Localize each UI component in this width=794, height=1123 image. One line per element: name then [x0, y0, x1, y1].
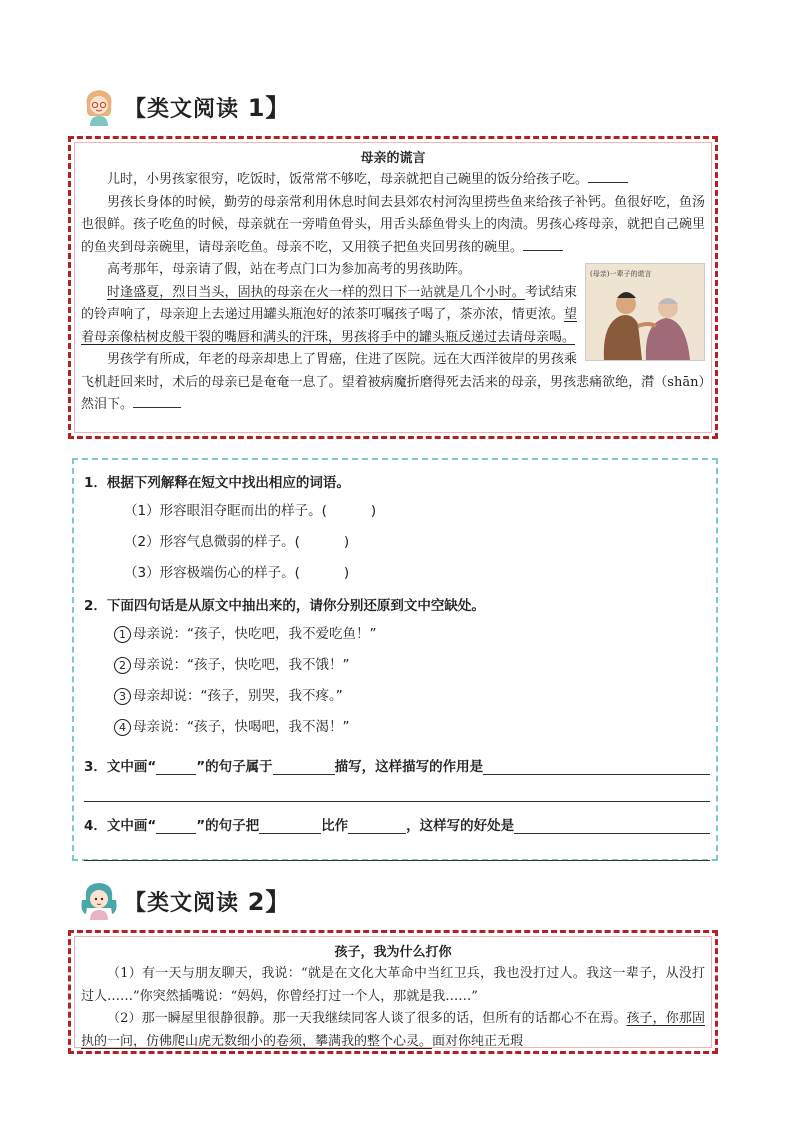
question-3: 3．文中画“ ”的句子属于 描写，这样描写的作用是: [84, 749, 710, 775]
section1-header: [78, 84, 290, 126]
section2-title: 【类文阅读 2】: [124, 887, 291, 916]
circled-number: 4: [114, 719, 131, 736]
answer-blank: [273, 760, 335, 775]
mother-son-illustration: [585, 263, 705, 361]
circled-number: 1: [114, 626, 131, 643]
question-2-item: 3 母亲却说：“孩子，别哭，我不疼。”: [114, 681, 710, 712]
story-paragraph: 男孩长身体的时候，勤劳的母亲常利用休息时间去县郊农村河沟里捞些鱼来给孩子补钙。鱼很好吃，鱼汤也很鲜。孩子吃鱼的时候，母亲就在一旁啃鱼骨头，用舌头舔鱼骨头上的肉渍。男孩心疼母亲，就把自己碗里的鱼夹到母亲碗里，请母亲吃鱼。母亲不吃，又用筷子把鱼夹回男孩的碗里。: [81, 194, 706, 255]
answer-blank: [133, 395, 181, 408]
story-box-2: [68, 930, 718, 1054]
question-2-item: 4 母亲说：“孩子，快喝吧，我不渴！”: [114, 712, 710, 743]
girl-avatar-icon: [78, 84, 120, 126]
story-paragraph: 男孩学有所成，年老的母亲却患上了胃癌，住进了医院。远在大西洋彼岸的男孩乘飞机赶回来时，术后的母亲已是奄奄一息了。望着被病魔折磨得死去活来的母亲，男孩悲痛欲绝，潸（shān）然泪下。: [81, 352, 705, 412]
answer-blank: [156, 819, 196, 834]
section2-header: [78, 878, 290, 920]
answer-blank: [156, 760, 196, 775]
question-2-item: 1 母亲说：“孩子，快吃吧，我不爱吃鱼！”: [114, 619, 710, 650]
answer-blank: [588, 170, 628, 183]
circled-number: 2: [114, 657, 131, 674]
story-box-1: [68, 136, 718, 439]
story-paragraph: （1）有一天与朋友聊天，我说：“就是在文化大革命中当红卫兵，我也没打过人。我这一辈子，从没打过人……”你突然插嘴说：“妈妈，你曾经打过一个人，那就是我……”: [81, 966, 705, 1004]
answer-blank: [514, 819, 710, 834]
section1-title: 【类文阅读 1】: [124, 93, 291, 122]
story-paragraph: 高考那年，母亲请了假，站在考点门口为参加高考的男孩助阵。: [107, 262, 472, 277]
girl-avatar-icon: [78, 878, 120, 920]
photo-caption: (母亲)一辈子的谎言: [590, 270, 652, 278]
answer-blank: [348, 819, 406, 834]
question-4: 4．文中画“ ”的句子把 比作 ，这样写的好处是: [84, 808, 710, 834]
question-1: 1．根据下列解释在短文中找出相应的词语。: [84, 475, 350, 491]
answer-line: [84, 775, 710, 802]
question-1-item: （2）形容气息微弱的样子。( ): [124, 534, 350, 550]
question-1-item: （1）形容眼泪夺眶而出的样子。( ): [124, 503, 377, 519]
questions-box: [72, 458, 718, 861]
illustration-image: [586, 264, 704, 360]
story-paragraph: 时逢盛夏，烈日当头，固执的母亲在火一样的烈日下一站就是几个小时。考试结束的铃声响了，母亲迎上去递过用罐头瓶泡好的浓茶叮嘱孩子喝了，茶亦浓，情更浓。望着母亲像枯树皮般干裂的嘴唇和满头的汗珠，男孩将手中的罐头瓶反递过去请母亲喝。: [81, 284, 577, 345]
question-1-item: （3）形容极端伤心的样子。( ): [124, 565, 350, 581]
answer-blank: [523, 238, 563, 251]
story-title: 母亲的谎言: [360, 151, 426, 166]
answer-blank: [483, 760, 710, 775]
circled-number: 3: [114, 688, 131, 705]
question-2: 2．下面四句话是从原文中抽出来的，请你分别还原到文中空缺处。: [84, 598, 485, 614]
story-title: 孩子，我为什么打你: [334, 945, 452, 960]
question-2-item: 2 母亲说：“孩子，快吃吧，我不饿！”: [114, 650, 710, 681]
answer-line: [84, 834, 710, 861]
answer-blank: [259, 819, 321, 834]
story-paragraph: 儿时，小男孩家很穷，吃饭时，饭常常不够吃，母亲就把自己碗里的饭分给孩子吃。: [81, 169, 705, 192]
story-paragraph: （2）那一瞬屋里很静很静。那一天我继续同客人谈了很多的话，但所有的话都心不在焉。孩子，你那固执的一问，仿佛爬山虎无数细小的卷须，攀满我的整个心灵。面对你纯正无瑕: [81, 1011, 705, 1049]
